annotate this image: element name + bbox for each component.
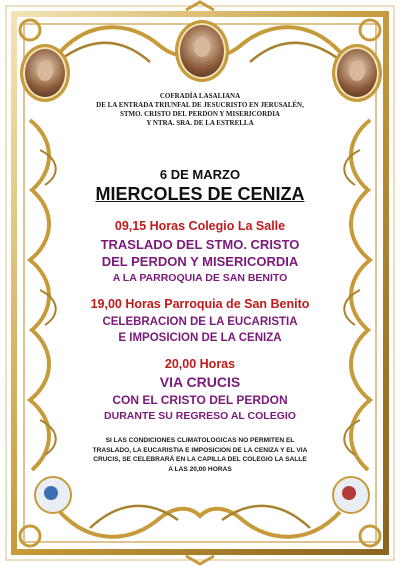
event3-time: 20,00 Horas [164, 357, 236, 371]
event1-title-line: DEL PERDON Y MISERICORDIA [101, 254, 299, 269]
lasalle-seal-icon [34, 476, 72, 514]
event3-title-line: CON EL CRISTO DEL PERDON [112, 393, 288, 407]
event2-title-line: CELEBRACION DE LA EUCARISTIA [102, 316, 298, 328]
weather-note [48, 436, 352, 474]
brotherhood-header [48, 92, 352, 128]
brotherhood-seal-icon [332, 476, 370, 514]
event1-subtitle: A LA PARROQUIA DE SAN BENITO [112, 272, 288, 284]
event3-title: VIA CRUCIS [159, 374, 241, 390]
brotherhood-line: COFRADÍA LASALIANA [159, 92, 241, 100]
note-line: TRASLADO, LA EUCARISTIA E IMPOSICION DE LA CENIZA Y EL VIA [92, 446, 308, 454]
brotherhood-line: Y NTRA. SRA. DE LA ESTRELLA [146, 119, 254, 127]
brotherhood-line: STMO. CRISTO DEL PERDON Y MISERICORDIA [120, 110, 280, 118]
event2-time-place: 19,00 Horas Parroquia de San Benito [90, 297, 310, 311]
event2-title-line: E IMPOSICION DE LA CENIZA [118, 332, 282, 344]
note-line: CRUCIS, SE CELEBRARÁ EN LA CAPILLA DEL COLEGIO LA SALLE [93, 456, 307, 463]
event1-title-line: TRASLADO DEL STMO. CRISTO [100, 237, 300, 252]
note-line: SI LAS CONDICIONES CLIMATOLOGICAS NO PERMITEN EL [105, 437, 295, 444]
event-date: 6 DE MARZO [159, 167, 241, 182]
event1-time-place: 09,15 Horas Colegio La Salle [114, 219, 286, 233]
virgin-medallion-icon [175, 20, 229, 82]
brotherhood-line: DE LA ENTRADA TRIUNFAL DE JESUCRISTO EN JERUSALÉN, [96, 101, 304, 109]
day-title: MIERCOLES DE CENIZA [95, 184, 305, 204]
event3-subtitle: DURANTE SU REGRESO AL COLEGIO [104, 410, 296, 422]
note-line: A LAS 20,00 HORAS [168, 465, 232, 473]
